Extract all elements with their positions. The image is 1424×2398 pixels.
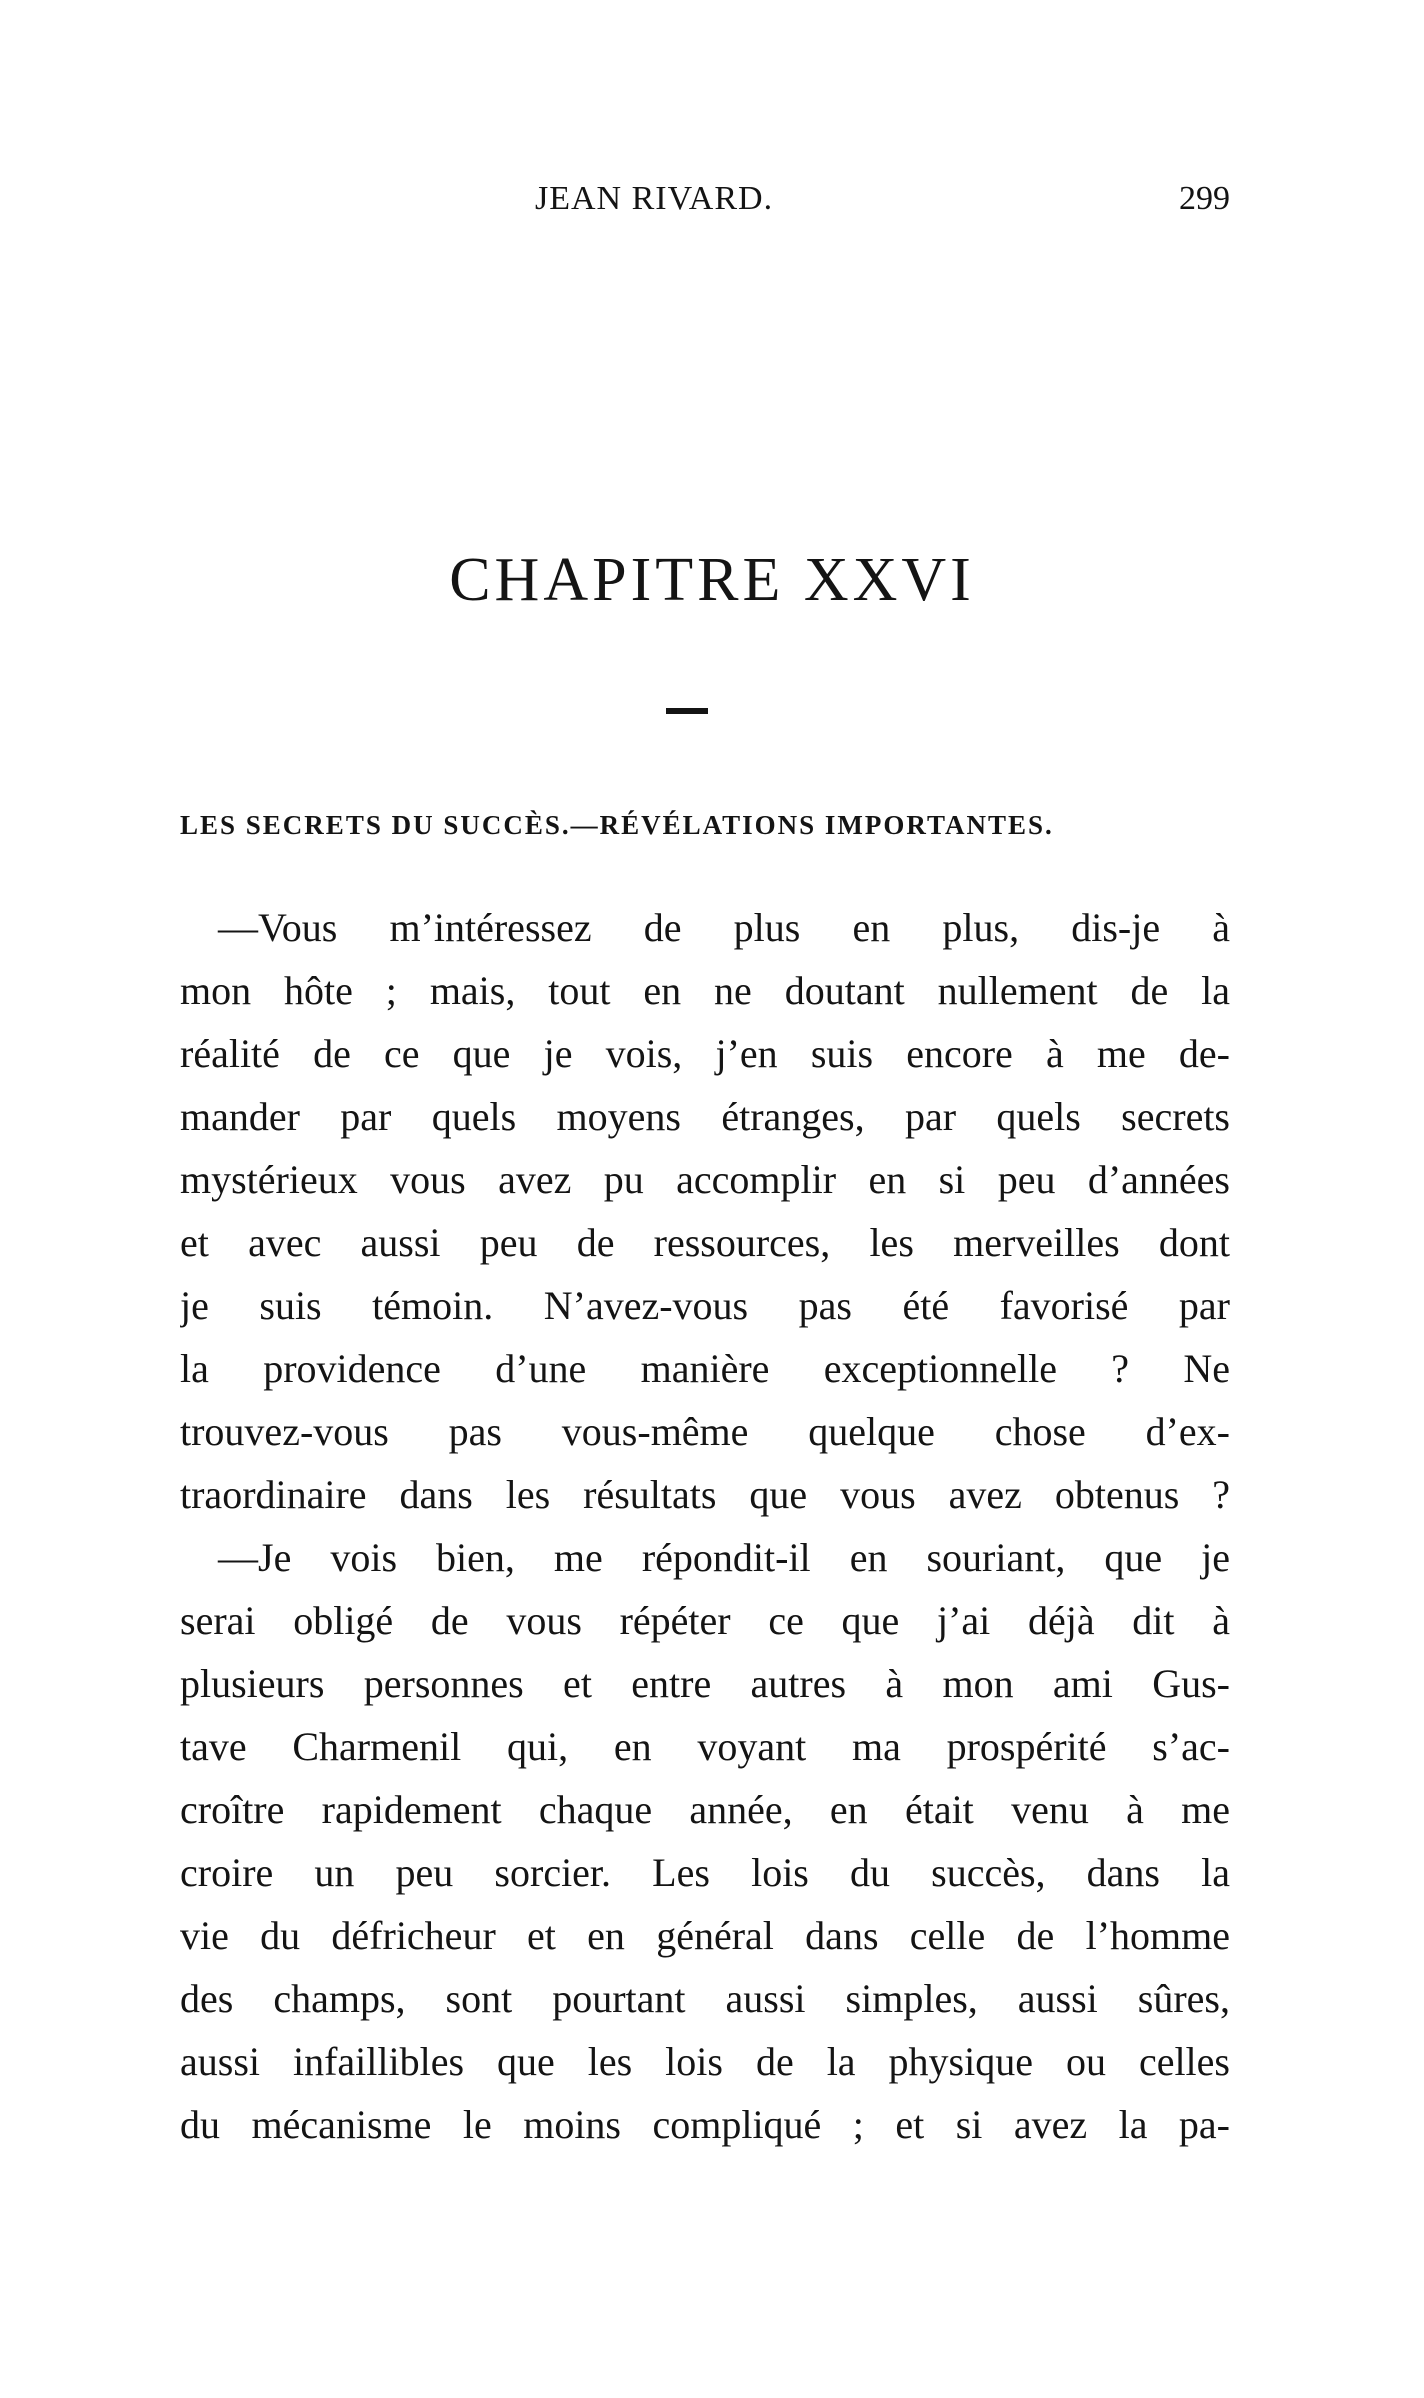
text-line: je suis témoin. N’avez-vous pas été favorisé par	[180, 1283, 1230, 1328]
running-head	[180, 180, 1230, 236]
text-line: mander par quels moyens étranges, par quels secrets	[180, 1094, 1230, 1139]
text-line: du mécanisme le moins compliqué ; et si avez la pa-	[180, 2102, 1230, 2147]
chapter-title: CHAPITRE XXVI	[449, 546, 975, 614]
body-text	[180, 896, 1230, 2156]
text-line: —Je vois bien, me répondit-il en souriant, que je	[218, 1535, 1230, 1580]
chapter-divider	[666, 708, 708, 714]
text-line: serai obligé de vous répéter ce que j’ai déjà dit à	[180, 1598, 1230, 1643]
text-line: aussi infaillibles que les lois de la physique ou celles	[180, 2039, 1230, 2084]
text-line: réalité de ce que je vois, j’en suis encore à me de-	[180, 1031, 1230, 1076]
text-line: plusieurs personnes et entre autres à mon ami Gus-	[180, 1661, 1230, 1706]
chapter-summary: LES SECRETS DU SUCCÈS.—RÉVÉLATIONS IMPORTANTES.	[180, 810, 1054, 840]
text-line: croire un peu sorcier. Les lois du succès, dans la	[180, 1850, 1230, 1895]
text-line: —Vous m’intéressez de plus en plus, dis-je à	[218, 905, 1230, 950]
text-line: des champs, sont pourtant aussi simples, aussi sûres,	[180, 1976, 1230, 2021]
text-line: vie du défricheur et en général dans celle de l’homme	[180, 1913, 1230, 1958]
text-line: mon hôte ; mais, tout en ne doutant nullement de la	[180, 968, 1230, 1013]
page-number: 299	[1179, 180, 1230, 217]
running-title: JEAN RIVARD.	[535, 180, 774, 217]
text-line: trouvez-vous pas vous-même quelque chose d’ex-	[180, 1409, 1230, 1454]
text-line: tave Charmenil qui, en voyant ma prospérité s’ac-	[180, 1724, 1230, 1769]
text-line: croître rapidement chaque année, en était venu à me	[180, 1787, 1230, 1832]
text-line: mystérieux vous avez pu accomplir en si peu d’années	[180, 1157, 1230, 1202]
text-line: et avec aussi peu de ressources, les merveilles dont	[180, 1220, 1230, 1265]
text-line: traordinaire dans les résultats que vous avez obtenus ?	[180, 1472, 1230, 1517]
text-line: la providence d’une manière exceptionnelle ? Ne	[180, 1346, 1230, 1391]
